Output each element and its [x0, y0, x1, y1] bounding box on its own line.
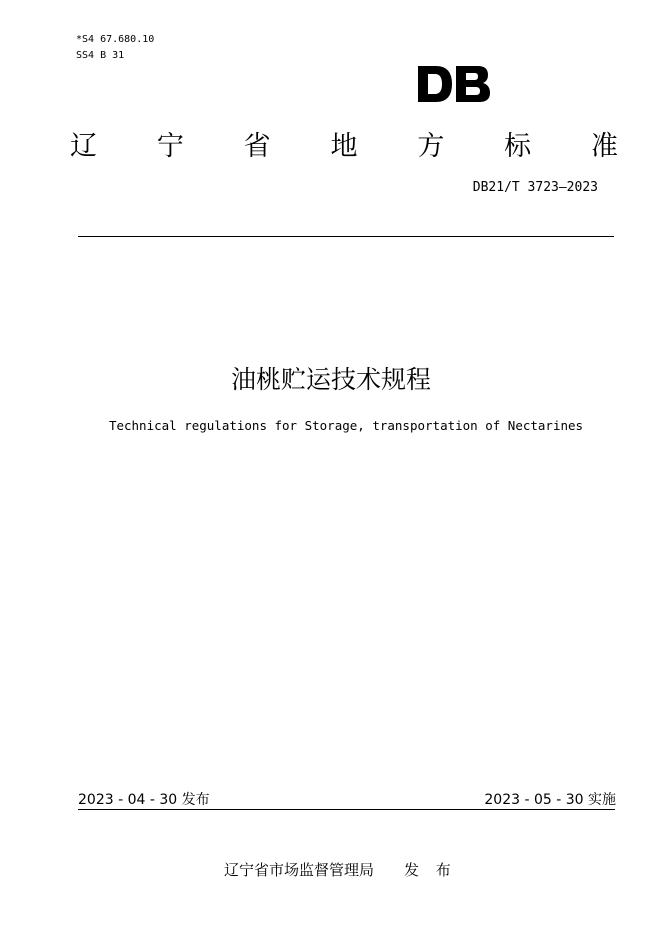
standard-title-char: 辽	[70, 131, 97, 162]
standard-title-char: 地	[330, 131, 358, 162]
footer-divider	[78, 809, 615, 810]
document-english-title: Technical regulations for Storage, transportation of Nectarines	[108, 418, 584, 433]
issue-action: 发 布	[404, 861, 457, 879]
standard-title-char: 宁	[156, 131, 184, 162]
standard-title-char: 省	[243, 131, 271, 162]
standard-level-title	[70, 124, 618, 163]
document-title: 油桃贮运技术规程	[230, 365, 431, 394]
ics-code: *S4 67.680.10	[76, 34, 155, 45]
standard-title-char: 方	[417, 131, 445, 162]
ccs-code: SS4 B 31	[76, 50, 125, 61]
classification-codes	[76, 32, 154, 64]
publish-date: 2023 - 04 - 30 发布	[78, 792, 210, 808]
logo-letter-d	[418, 66, 452, 102]
logo-letter-b	[456, 66, 490, 102]
standard-title-char: 标	[504, 131, 532, 162]
issuing-authority	[224, 859, 457, 880]
standard-code: DB21/T 3723—2023	[472, 180, 598, 195]
db-standard-logo	[418, 66, 490, 102]
issuer-name: 辽宁省市场监督管理局	[224, 861, 375, 879]
header-divider	[78, 236, 614, 237]
implementation-date: 2023 - 05 - 30 实施	[484, 792, 616, 808]
standard-title-char: 准	[590, 131, 618, 162]
